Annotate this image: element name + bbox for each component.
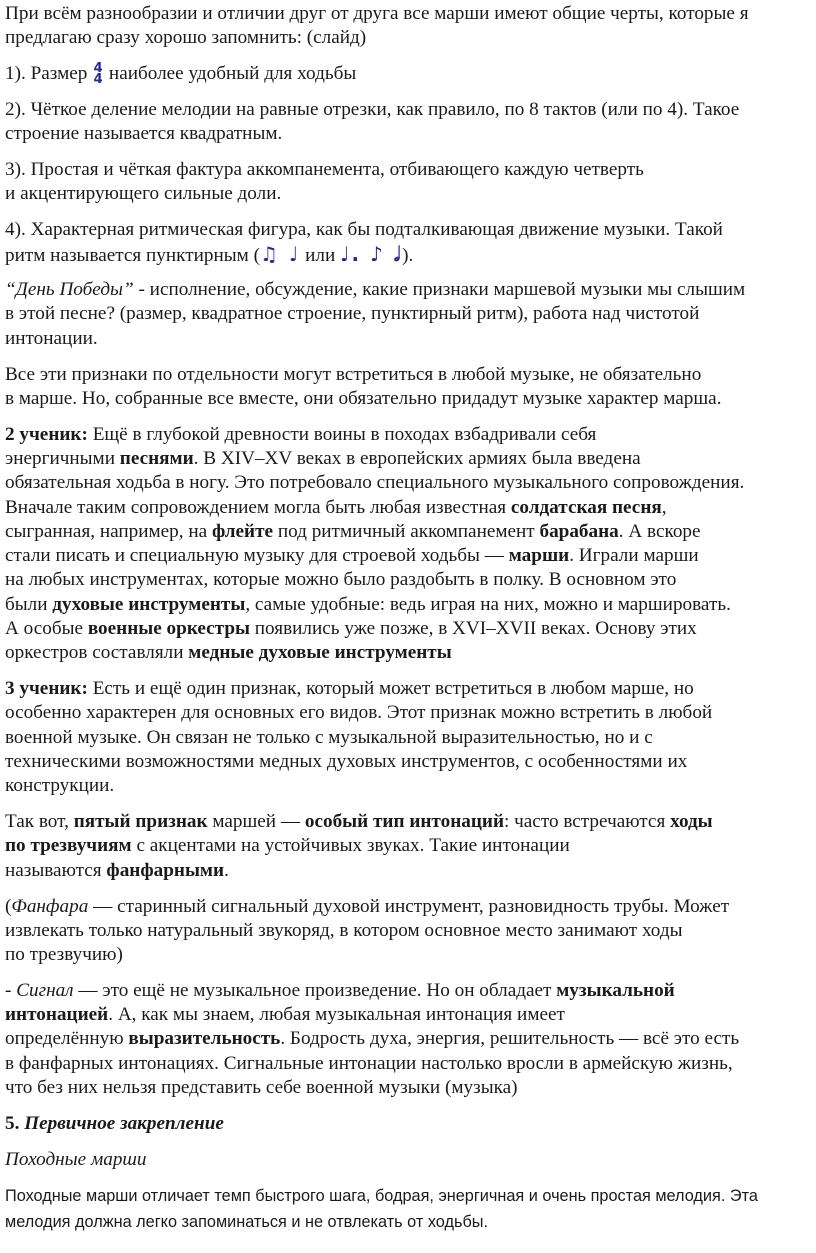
text-run: . А вскоре bbox=[618, 520, 701, 542]
bold-text: военные оркестры bbox=[87, 618, 250, 640]
text-line bbox=[5, 158, 815, 182]
paragraph bbox=[5, 423, 815, 666]
text-run: . bbox=[224, 859, 229, 881]
text-run: : часто встречаются bbox=[504, 811, 671, 833]
text-line bbox=[5, 520, 815, 544]
text-run: называются bbox=[5, 859, 107, 881]
text-line bbox=[5, 859, 815, 883]
text-line bbox=[5, 1183, 815, 1209]
bold-text: интонацией bbox=[5, 1004, 109, 1026]
text-run: 1). Размер bbox=[5, 63, 93, 85]
text-line bbox=[5, 593, 815, 617]
bold-text: пятый признак bbox=[73, 811, 208, 833]
text-run: Есть и ещё один признак, который может встретиться в любом марше, но bbox=[87, 678, 694, 700]
text-run: . Играли марши bbox=[569, 545, 699, 567]
bold-text: песнями bbox=[119, 447, 194, 469]
text-run: . В XIV–XV веках в европейских армиях была введена bbox=[193, 447, 641, 469]
text-line bbox=[5, 302, 815, 326]
text-line bbox=[5, 1027, 815, 1051]
text-run: техническими возможностями медных духовых инструментов, с особенностями их bbox=[5, 751, 688, 773]
paragraph bbox=[5, 1148, 815, 1172]
text-line bbox=[5, 363, 815, 387]
text-run: извлекать только натуральный звукоряд, в котором основное место занимают ходы bbox=[5, 919, 683, 941]
text-run: или bbox=[300, 245, 341, 267]
text-run: , самые удобные: ведь играя на них, можно и маршировать. bbox=[245, 593, 731, 615]
italic-text: Сигнал bbox=[16, 979, 74, 1001]
paragraph bbox=[5, 62, 815, 86]
text-line bbox=[5, 979, 815, 1003]
bold-text: 2 ученик: bbox=[5, 423, 88, 445]
text-run: особенно характерен для основных его видов. Этот признак можно встретить в любой bbox=[5, 702, 713, 724]
text-run: по трезвучию) bbox=[5, 944, 123, 966]
text-line bbox=[5, 677, 815, 701]
text-run: под ритмичный аккомпанемент bbox=[273, 520, 540, 542]
bold-text: по трезвучиям bbox=[5, 835, 132, 857]
text-run: Все эти признаки по отдельности могут встретиться в любой музыке, не обязательно bbox=[5, 363, 702, 385]
bold-text: барабана bbox=[539, 520, 619, 542]
text-line bbox=[5, 895, 815, 919]
text-line bbox=[5, 447, 815, 471]
bold-text: особый тип интонаций bbox=[304, 811, 505, 833]
text-run: ( bbox=[5, 895, 12, 917]
text-line bbox=[5, 726, 815, 750]
paragraph bbox=[5, 1183, 815, 1235]
text-line bbox=[5, 122, 815, 146]
text-line bbox=[5, 1112, 815, 1136]
text-run: маршей — bbox=[207, 811, 305, 833]
text-line bbox=[5, 617, 815, 641]
text-line bbox=[5, 943, 815, 967]
text-line bbox=[5, 810, 815, 834]
text-run: наиболее удобный для ходьбы bbox=[104, 63, 357, 85]
time-signature-4-4-icon bbox=[92, 61, 104, 88]
paragraph bbox=[5, 810, 815, 883]
text-run: военной музыке. Он связан не только с музыкальной выразительностью, но и с bbox=[5, 726, 653, 748]
text-line bbox=[5, 834, 815, 858]
text-run: . Бодрость духа, энергия, решительность — всё это есть bbox=[280, 1028, 740, 1050]
text-run: А особые bbox=[5, 618, 88, 640]
text-run: ). bbox=[402, 245, 414, 267]
text-run: оркестров составляли bbox=[5, 642, 189, 664]
bold-text: медные духовые инструменты bbox=[188, 642, 452, 664]
text-run: сыгранная, например, на bbox=[5, 520, 212, 542]
paragraph bbox=[5, 979, 815, 1100]
text-run: и акцентирующего сильные доли. bbox=[5, 183, 282, 205]
text-run: в этой песне? (размер, квадратное строение, пунктирный ритм), работа над чистотой bbox=[5, 303, 700, 325]
bold-text: солдатская песня bbox=[510, 496, 662, 518]
text-run: 3). Простая и чёткая фактура аккомпанемента, отбивающего каждую четверть bbox=[5, 158, 644, 180]
bold-text: ходы bbox=[670, 811, 713, 833]
text-run: - bbox=[5, 979, 17, 1001]
bold-text: марши bbox=[508, 545, 570, 567]
text-line bbox=[5, 919, 815, 943]
time-signature-denominator: 4 bbox=[93, 72, 103, 88]
text-run: строение называется квадратным. bbox=[5, 123, 283, 145]
text-run: . А, как мы знаем, любая музыкальная интонация имеет bbox=[108, 1004, 565, 1026]
paragraph bbox=[5, 2, 815, 51]
text-run: стали писать и специальную музыку для строевой ходьбы — bbox=[5, 545, 509, 567]
text-run: ритм называется пунктирным ( bbox=[5, 245, 260, 267]
text-run: в марше. Но, собранные все вместе, они обязательно придадут музыке характер марша. bbox=[5, 387, 722, 409]
paragraph bbox=[5, 218, 815, 267]
paragraph bbox=[5, 98, 815, 147]
italic-text: Походные марши bbox=[5, 1148, 147, 1170]
text-run: что без них нельзя представить себе военной музыки (музыка) bbox=[5, 1077, 518, 1099]
text-line bbox=[5, 2, 815, 26]
text-line bbox=[5, 98, 815, 122]
paragraph bbox=[5, 1112, 815, 1136]
text-line bbox=[5, 750, 815, 774]
text-run: - исполнение, обсуждение, какие признаки маршевой музыки мы слышим bbox=[133, 279, 746, 301]
text-line bbox=[5, 701, 815, 725]
text-line bbox=[5, 568, 815, 592]
text-line bbox=[5, 218, 815, 242]
text-line bbox=[5, 278, 815, 302]
text-run: , bbox=[661, 496, 667, 518]
bold-text: выразительность bbox=[128, 1028, 281, 1050]
text-line bbox=[5, 1148, 815, 1172]
text-line bbox=[5, 1052, 815, 1076]
text-run: в фанфарных интонациях. Сигнальные интонации настолько вросли в армейскую жизнь, bbox=[5, 1052, 733, 1074]
bold-italic-text: Первичное закрепление bbox=[24, 1112, 224, 1134]
text-run: были bbox=[5, 593, 53, 615]
text-line bbox=[5, 1209, 815, 1235]
text-run: — старинный сигнальный духовой инструмент, разновидность трубы. Может bbox=[88, 895, 730, 917]
bold-text: музыкальной bbox=[556, 979, 675, 1001]
text-line bbox=[5, 327, 815, 351]
text-run: При всём разнообразии и отличии друг от друга все марши имеют общие черты, которые я bbox=[5, 3, 749, 24]
text-line bbox=[5, 182, 815, 206]
paragraph bbox=[5, 895, 815, 968]
text-run: Ещё в глубокой древности воины в походах взбадривали себя bbox=[87, 423, 597, 445]
bold-text: духовые инструменты bbox=[52, 593, 246, 615]
text-line bbox=[5, 62, 815, 86]
bold-text: 5. bbox=[5, 1112, 25, 1134]
text-run: Походные марши отличает темп быстрого шага, бодрая, энергичная и очень простая мелодия. Эта bbox=[5, 1187, 758, 1206]
text-run: 4). Характерная ритмическая фигура, как бы подталкивающая движение музыки. Такой bbox=[5, 219, 723, 241]
text-line bbox=[5, 496, 815, 520]
bold-text: флейте bbox=[211, 520, 274, 542]
paragraph bbox=[5, 677, 815, 798]
dotted-quarter-eighth-half-notes-icon: ♩. ♪ 𝅗𝅥 bbox=[340, 242, 403, 267]
text-run: определённую bbox=[5, 1028, 129, 1050]
text-run: интонации. bbox=[5, 327, 98, 349]
text-line bbox=[5, 242, 815, 266]
italic-text: “День Победы” bbox=[5, 279, 134, 301]
text-run: с акцентами на устойчивых звуках. Такие интонации bbox=[131, 835, 570, 857]
text-line bbox=[5, 423, 815, 447]
text-run: обязательная ходьба в ногу. Это потребовало специального музыкального сопровождения. bbox=[5, 472, 745, 494]
text-line bbox=[5, 1003, 815, 1027]
text-run: Так вот, bbox=[5, 811, 74, 833]
text-run: на любых инструментах, которые можно было раздобыть в полку. В основном это bbox=[5, 569, 677, 591]
bold-text: 3 ученик: bbox=[5, 678, 88, 700]
text-run: конструкции. bbox=[5, 775, 115, 797]
bold-text: фанфарными bbox=[106, 859, 225, 881]
paragraph bbox=[5, 278, 815, 351]
text-run: мелодия должна легко запоминаться и не отвлекать от ходьбы. bbox=[5, 1213, 489, 1232]
text-run: энергичными bbox=[5, 447, 120, 469]
text-run: предлагаю сразу хорошо запомнить: (слайд) bbox=[5, 27, 367, 49]
text-run: — это ещё не музыкальное произведение. Но он обладает bbox=[73, 979, 557, 1001]
text-run: 2). Чёткое деление мелодии на равные отрезки, как правило, по 8 тактов (или по 4). Такое bbox=[5, 98, 740, 120]
paragraph bbox=[5, 363, 815, 412]
text-line bbox=[5, 641, 815, 665]
document-body bbox=[5, 2, 815, 1247]
text-run: Вначале таким сопровождением могла быть любая известная bbox=[5, 496, 511, 518]
paragraph bbox=[5, 158, 815, 207]
time-signature-numerator: 4 bbox=[93, 61, 103, 77]
dotted-rhythm-notes-icon: ♫ ♩ bbox=[259, 242, 301, 267]
text-line bbox=[5, 26, 815, 50]
text-line bbox=[5, 471, 815, 495]
text-line bbox=[5, 387, 815, 411]
italic-text: Фанфара bbox=[11, 895, 89, 917]
text-line bbox=[5, 774, 815, 798]
text-run: появились уже позже, в XVI–XVII веках. Основу этих bbox=[249, 618, 697, 640]
text-line bbox=[5, 1076, 815, 1100]
text-line bbox=[5, 544, 815, 568]
